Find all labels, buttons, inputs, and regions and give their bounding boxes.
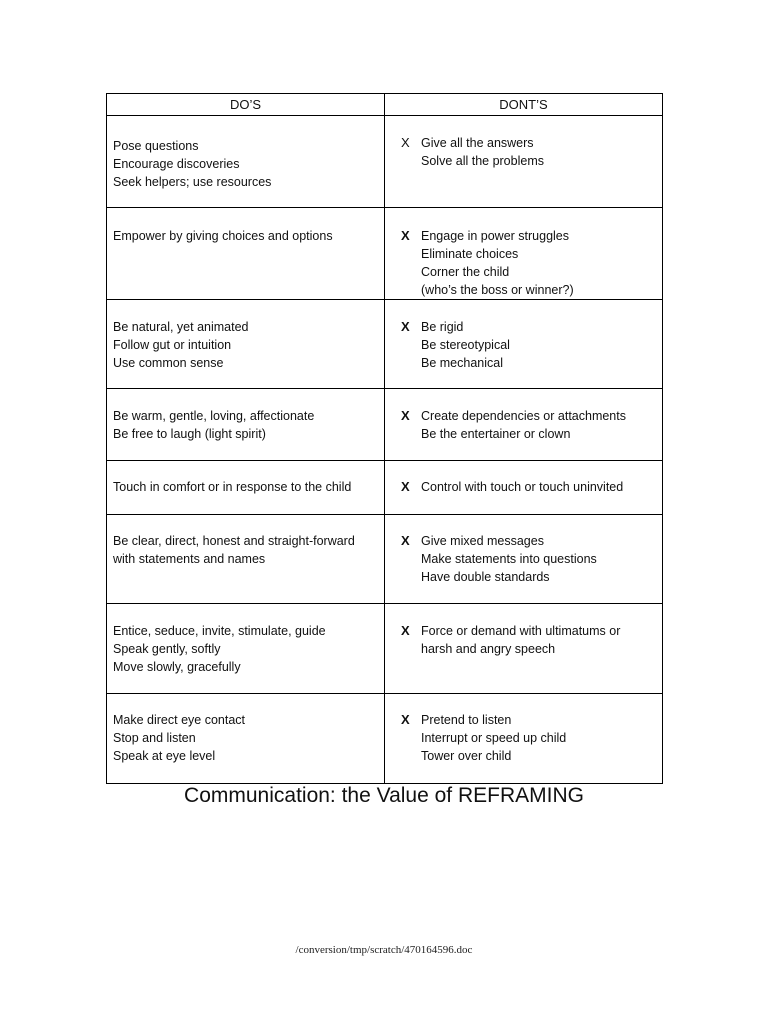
donts-item — [391, 152, 656, 170]
donts-cell — [385, 208, 663, 300]
table-row — [107, 461, 663, 515]
x-mark-icon: X — [401, 408, 410, 423]
table-header-row — [107, 94, 663, 116]
donts-item — [391, 747, 656, 765]
x-mark-icon: X — [401, 479, 410, 494]
donts-item-text: Create dependencies or attachments — [421, 409, 626, 423]
dos-item: Empower by giving choices and options — [113, 229, 333, 243]
dos-item: Entice, seduce, invite, stimulate, guide — [113, 624, 326, 638]
donts-cell — [385, 694, 663, 784]
table-row — [107, 389, 663, 461]
donts-item — [391, 134, 656, 152]
dos-item: Touch in comfort or in response to the child — [113, 480, 352, 494]
donts-item-text: Force or demand with ultimatums or — [421, 624, 621, 638]
donts-item — [391, 281, 656, 299]
x-mark-icon: X — [401, 533, 410, 548]
donts-cell — [385, 300, 663, 389]
donts-cell — [385, 604, 663, 694]
donts-item — [391, 478, 656, 496]
dos-item: Stop and listen — [113, 731, 196, 745]
table-row — [107, 116, 663, 208]
donts-item — [391, 263, 656, 281]
dos-item: Speak at eye level — [113, 749, 216, 763]
donts-item-text: Be mechanical — [421, 356, 503, 370]
donts-cell — [385, 461, 663, 515]
dos-item: Follow gut or intuition — [113, 338, 232, 352]
dos-cell — [107, 389, 385, 461]
donts-cell — [385, 116, 663, 208]
dos-item: Make direct eye contact — [113, 713, 246, 727]
donts-item-text: Give mixed messages — [421, 534, 544, 548]
dos-item: Be warm, gentle, loving, affectionate — [113, 409, 315, 423]
donts-item-text: Solve all the problems — [421, 154, 544, 168]
donts-item — [391, 729, 656, 747]
dos-item: Be clear, direct, honest and straight-forward — [113, 534, 355, 548]
donts-item-text: Interrupt or speed up child — [421, 731, 567, 745]
donts-cell — [385, 389, 663, 461]
donts-item-text: Engage in power struggles — [421, 229, 570, 243]
donts-item-text: Eliminate choices — [421, 247, 519, 261]
dos-item: Speak gently, softly — [113, 642, 221, 656]
dos-cell — [107, 300, 385, 389]
document-caption: Communication: the Value of REFRAMING — [184, 784, 584, 807]
donts-item-text: Corner the child — [421, 265, 510, 279]
dos-cell — [107, 116, 385, 208]
donts-item-text: (who’s the boss or winner?) — [421, 283, 574, 297]
dos-cell — [107, 515, 385, 604]
dos-item: Seek helpers; use resources — [113, 175, 272, 189]
donts-item-text: Give all the answers — [421, 136, 534, 150]
dos-item: Move slowly, gracefully — [113, 660, 241, 674]
table-row — [107, 694, 663, 784]
dos-item: Use common sense — [113, 356, 224, 370]
donts-item — [391, 407, 656, 425]
donts-item — [391, 336, 656, 354]
donts-item-text: Have double standards — [421, 570, 550, 584]
x-mark-icon: X — [401, 228, 410, 243]
dos-item: Be free to laugh (light spirit) — [113, 427, 266, 441]
donts-item — [391, 532, 656, 550]
dos-donts-table — [106, 93, 663, 784]
table-row — [107, 515, 663, 604]
donts-cell — [385, 515, 663, 604]
x-mark-icon: X — [401, 319, 410, 334]
file-path-footer: /conversion/tmp/scratch/470164596.doc — [295, 944, 473, 956]
donts-item — [391, 227, 656, 245]
dos-item: Pose questions — [113, 139, 199, 153]
donts-item-text: Make statements into questions — [421, 552, 597, 566]
dos-cell — [107, 208, 385, 300]
donts-item-text: Control with touch or touch uninvited — [421, 480, 624, 494]
donts-item-text: Pretend to listen — [421, 713, 512, 727]
table-row — [107, 300, 663, 389]
donts-item — [391, 640, 656, 658]
dos-cell — [107, 604, 385, 694]
donts-item — [391, 622, 656, 640]
dos-item: Be natural, yet animated — [113, 320, 249, 334]
donts-item-text: harsh and angry speech — [421, 642, 556, 656]
donts-item-text: Be stereotypical — [421, 338, 510, 352]
donts-header: DONT’S — [385, 94, 663, 116]
donts-item-text: Tower over child — [421, 749, 512, 763]
x-mark-icon: X — [401, 135, 410, 150]
table-row — [107, 604, 663, 694]
donts-item — [391, 425, 656, 443]
dos-header: DO’S — [107, 94, 385, 116]
dos-item: with statements and names — [113, 552, 266, 566]
dos-cell — [107, 461, 385, 515]
donts-item — [391, 354, 656, 372]
donts-item — [391, 711, 656, 729]
donts-item — [391, 245, 656, 263]
dos-item: Encourage discoveries — [113, 157, 240, 171]
donts-item-text: Be the entertainer or clown — [421, 427, 571, 441]
donts-item-text: Be rigid — [421, 320, 464, 334]
donts-item — [391, 318, 656, 336]
table-row — [107, 208, 663, 300]
donts-item — [391, 550, 656, 568]
donts-item — [391, 568, 656, 586]
dos-cell — [107, 694, 385, 784]
x-mark-icon: X — [401, 712, 410, 727]
x-mark-icon: X — [401, 623, 410, 638]
